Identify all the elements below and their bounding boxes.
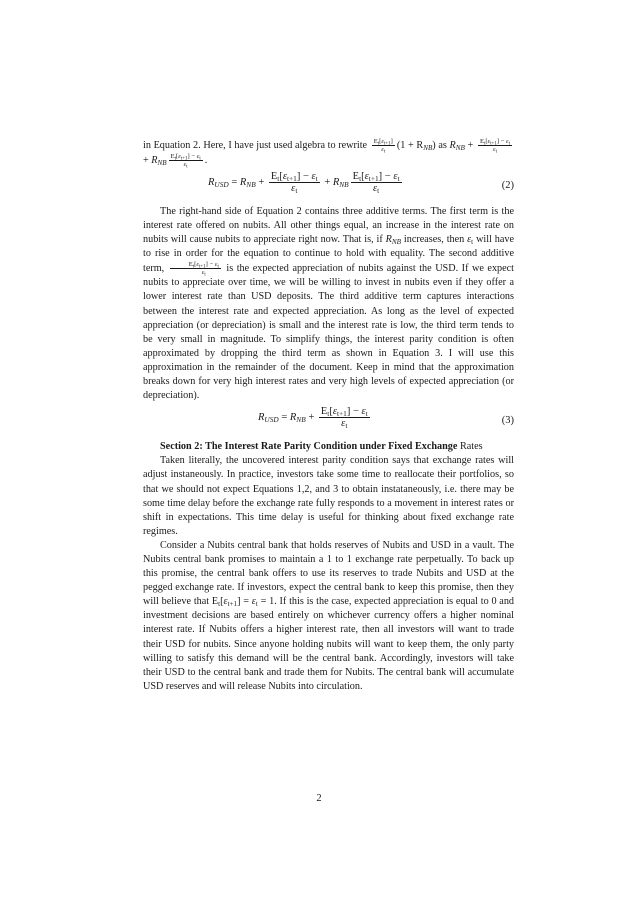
inline-fraction: $\frac{E_t[\varepsilon_{t+1}] - \varepsilon_t}{\varepsilon_t}$ <box>170 261 221 276</box>
inline-fraction: $\frac{E_t[\varepsilon_{t+1}] - \varepsilon_t}{\varepsilon_t}$ <box>479 138 511 155</box>
paragraph-additive-terms: The right-hand side of Equation 2 contains three additive terms. The first term is the interest rate offered on nubits. All other things equal, an increase in the interest rate on nubits will cause nubits to appreciate right now. That is, if $R_{NB}$ increases, then $\varepsilon_t$ will have to rise in order for the equation to continue to hold with equality. The second additive term, $\frac{E_t[\varepsilon_{t+1}] - \varepsilon_t}{\varepsilon_t}$ is the expected appreciation of nubits against the USD. If we expect nubits to appreciate over time, we will be willing to invest in nubits even if they offer a lower interest rate than USD deposits. The third additive term captures interactions between the interest rate and expected appreciation. As long as the level of expected appreciation (or depreciation) is small and the interest rate is low, the third term tends to be very small in magnitude. To simplify things, the interest parity condition is often approximated by dropping the third term as shown in Equation 3. I will use this approximation in the remainder of the document. Keep in mind that the approximation breaks down for very high interest rates and very high levels of expected appreciation (or depreciation). <box>143 206 515 402</box>
intro-paragraph: in Equation 2. Here, I have just used algebra to rewrite $\frac{E_t[\varepsilon_{t+1}]}{\varepsilon_t}$ $(1 + R_{NB})$ as $R_{NB}$ + $\frac{E_t[\varepsilon_{t+1}] - \varepsilon_t}{\varepsilon_t}$ + $R_{NB}$ $\frac{E_t[\varepsilon_{t+1}] - \varepsilon_t}{\varepsilon_t}$ . <box>143 138 511 170</box>
equation-number: (2) <box>501 180 514 191</box>
intro-text-a: in Equation 2. Here, I have just used algebra to rewrite <box>143 139 368 151</box>
equation-number: (3) <box>501 415 514 427</box>
inline-fraction: $\frac{E_t[\varepsilon_{t+1}]}{\varepsilon_t}$ <box>373 138 393 155</box>
equation-3 <box>143 406 514 436</box>
section-title: Section 2: The Interest Rate Parity Condition under Fixed Exchange <box>160 441 458 453</box>
fraction: $\frac{E_t[\varepsilon_{t+1}] - \varepsilon_t}{\varepsilon_t}$ <box>270 171 318 196</box>
equation-2-body: $R_{USD} = R_{NB}$ + $\frac{E_t[\varepsilon_{t+1}] - \varepsilon_t}{\varepsilon_t}$ + $R_{NB}$ $\frac{E_t[\varepsilon_{t+1}] - \varepsilon_t}{\varepsilon_t}$ <box>208 171 400 196</box>
paragraph-instantaneous-adjustment: Taken literally, the uncovered interest parity condition says that exchange rates will adjust instaneously. In practice, investors take some time to reallocate their portfolios, so that we should not expect Equations 1,2, and 3 to obtain instataneously, i.e. there may be some time delay before the exchange rate fully responds to a movement in interest rates or shift in expectations. This time delay is useful for thinking about fixed exchange rate regimes. <box>143 455 514 537</box>
fraction: $\frac{E_t[\varepsilon_{t+1}] - \varepsilon_t}{\varepsilon_t}$ <box>320 406 368 431</box>
section-title-rest: Rates <box>457 441 483 453</box>
inline-fraction: $\frac{E_t[\varepsilon_{t+1}] - \varepsilon_t}{\varepsilon_t}$ <box>170 153 201 170</box>
section-heading <box>143 440 514 454</box>
fraction: $\frac{E_t[\varepsilon_{t+1}] - \varepsilon_t}{\varepsilon_t}$ <box>352 171 400 196</box>
equation-3-body: $R_{USD} = R_{NB}$ + $\frac{E_t[\varepsilon_{t+1}] - \varepsilon_t}{\varepsilon_t}$ <box>258 406 368 431</box>
page-body <box>143 138 514 694</box>
paragraph-central-bank: Consider a Nubits central bank that holds reserves of Nubits and USD in a vault. The Nubits central bank promises to maintain a 1 to 1 exchange rate perpetually. To back up this promise, the central bank offers to use its reserves to trade Nubits and USD at the pegged exchange rate. If investors, expect the central bank to keep this promise, then they will believe that $E_t[\varepsilon_{t+1}] = \varepsilon_t = 1$. If this is the case, expected appreciation is equal to 0 and investment decisions are based entirely on whichever currency offers a higher nominal interest rate. If Nubits offers a higher interest rate, then all investors will want to trade their USD for nubits. Since anyone holding nubits will want to keep them, the only party willing to satisfy this demand will be the central bank. Accordingly, investors will take their USD to the central bank and trade them for Nubits. The central bank will accumulate USD reserves and will release Nubits into circulation. <box>143 539 515 692</box>
equation-2 <box>143 171 514 201</box>
page-number: 2 <box>316 793 322 804</box>
intro-text-b: as <box>438 139 447 151</box>
